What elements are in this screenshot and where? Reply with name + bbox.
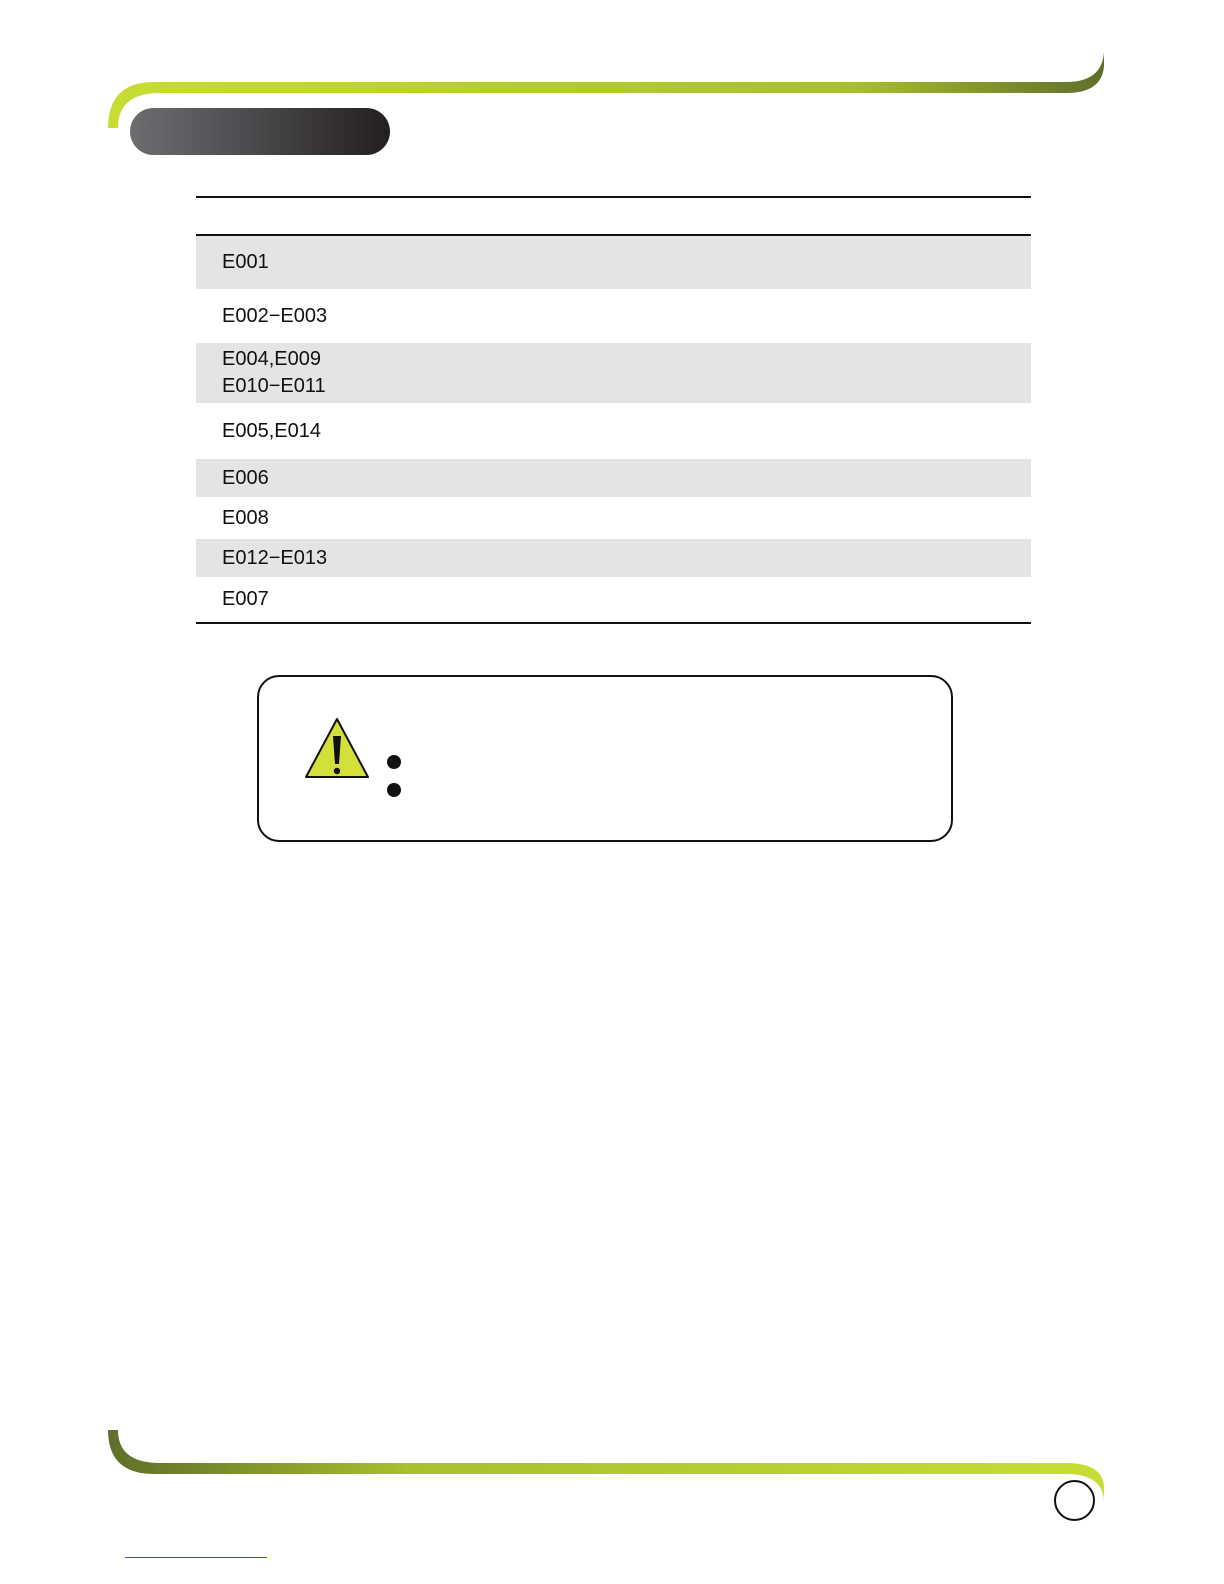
table-header bbox=[196, 198, 1031, 234]
error-code: E001 bbox=[222, 251, 269, 273]
error-code: E008 bbox=[222, 506, 269, 529]
table-row bbox=[196, 539, 1031, 577]
table-row bbox=[196, 497, 1031, 539]
error-code: E012−E013 bbox=[222, 546, 328, 569]
table-row bbox=[196, 577, 1031, 622]
error-code: E004,E009 E010−E011 bbox=[222, 348, 326, 397]
table-row bbox=[196, 403, 1031, 459]
error-code: E005,E014 bbox=[222, 419, 321, 442]
section-heading-pill bbox=[130, 108, 390, 155]
table-row bbox=[196, 459, 1031, 497]
table-bottom-rule bbox=[196, 622, 1031, 624]
error-code: E007 bbox=[222, 588, 269, 610]
bullet-dot bbox=[387, 755, 401, 769]
error-code: E006 bbox=[222, 466, 269, 489]
warning-triangle-icon bbox=[303, 716, 371, 780]
table-row bbox=[196, 289, 1031, 343]
link-underline bbox=[125, 1557, 267, 1558]
error-code: E002−E003 bbox=[222, 304, 328, 327]
table-row bbox=[196, 236, 1031, 289]
page-number-circle bbox=[1054, 1480, 1095, 1521]
table-row bbox=[196, 343, 1031, 403]
bullet-dot bbox=[387, 783, 401, 797]
bottom-swoosh bbox=[108, 1430, 1104, 1500]
